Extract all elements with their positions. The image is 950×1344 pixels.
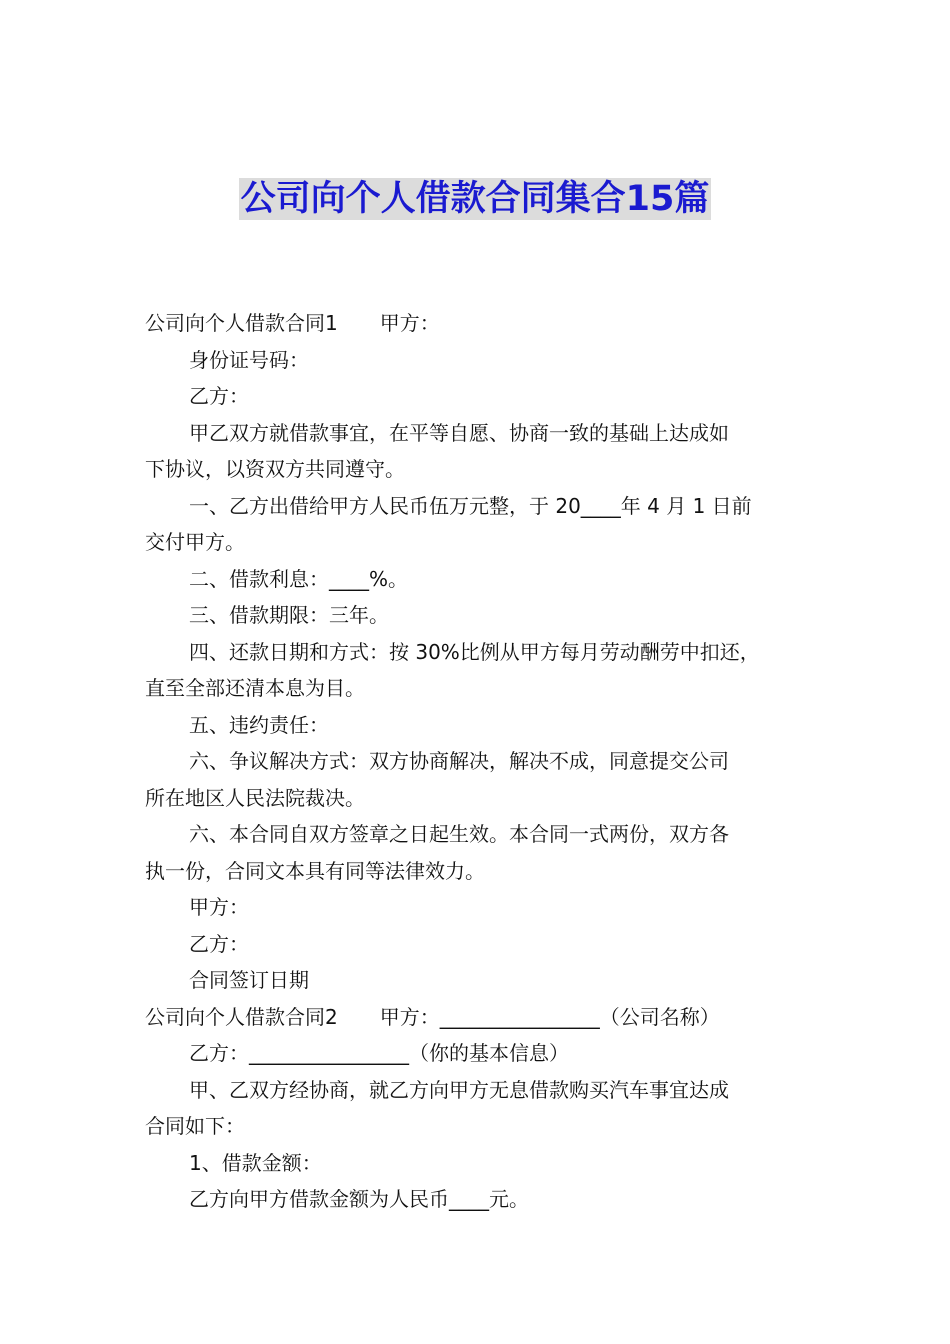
paragraph-line: 乙方向甲方借款金额为人民币____元。 — [189, 1187, 529, 1211]
paragraph-line: 三、借款期限：三年。 — [189, 603, 389, 627]
paragraph-line: 身份证号码： — [189, 347, 309, 372]
title-wrap — [0, 178, 950, 220]
paragraph-line: 乙方： — [189, 384, 249, 408]
paragraph-line: 下协议，以资双方共同遵守。 — [145, 457, 405, 481]
paragraph-line: 一、乙方出借给甲方人民币伍万元整，于 20____年 4 月 1 日前 — [189, 493, 752, 518]
contract-2-title: 公司向个人借款合同2 — [145, 1004, 338, 1029]
document-body — [145, 305, 815, 1218]
paragraph-line: 六、争议解决方式：双方协商解决，解决不成，同意提交公司 — [189, 749, 729, 773]
paragraph-line: 甲乙双方就借款事宜，在平等自愿、协商一致的基础上达成如 — [189, 420, 729, 445]
paragraph-line: 交付甲方。 — [145, 530, 245, 554]
signature-party-b: 乙方： — [189, 931, 249, 956]
paragraph-line: 二、借款利息：____%。 — [189, 566, 409, 591]
signing-date: 合同签订日期 — [189, 968, 309, 992]
party-a-field: 甲方：________________（公司名称） — [379, 1004, 720, 1029]
paragraph-line: 合同如下： — [145, 1114, 245, 1138]
paragraph-line: 四、还款日期和方式：按 30%比例从甲方每月劳动酬劳中扣还， — [189, 639, 760, 664]
paragraph-line: 甲、乙双方经协商，就乙方向甲方无息借款购买汽车事宜达成 — [189, 1077, 729, 1102]
paragraph-line: 所在地区人民法院裁决。 — [145, 785, 365, 810]
paragraph-line: 六、本合同自双方签章之日起生效。本合同一式两份，双方各 — [189, 822, 729, 846]
party-b-field: 乙方：________________（你的基本信息） — [189, 1041, 569, 1065]
document-title: 公司向个人借款合同集合15篇 — [240, 179, 710, 219]
paragraph-line: 1、借款金额： — [189, 1150, 322, 1175]
paragraph-line: 五、违约责任： — [189, 712, 329, 737]
party-a-label: 甲方： — [379, 311, 440, 335]
signature-party-a: 甲方： — [189, 895, 249, 919]
paragraph-line: 执一份，合同文本具有同等法律效力。 — [145, 858, 485, 883]
contract-1-heading — [145, 305, 815, 342]
contract-2-heading — [145, 999, 815, 1036]
contract-1-title: 公司向个人借款合同1 — [145, 311, 338, 335]
paragraph-line: 直至全部还清本息为目。 — [145, 676, 365, 700]
